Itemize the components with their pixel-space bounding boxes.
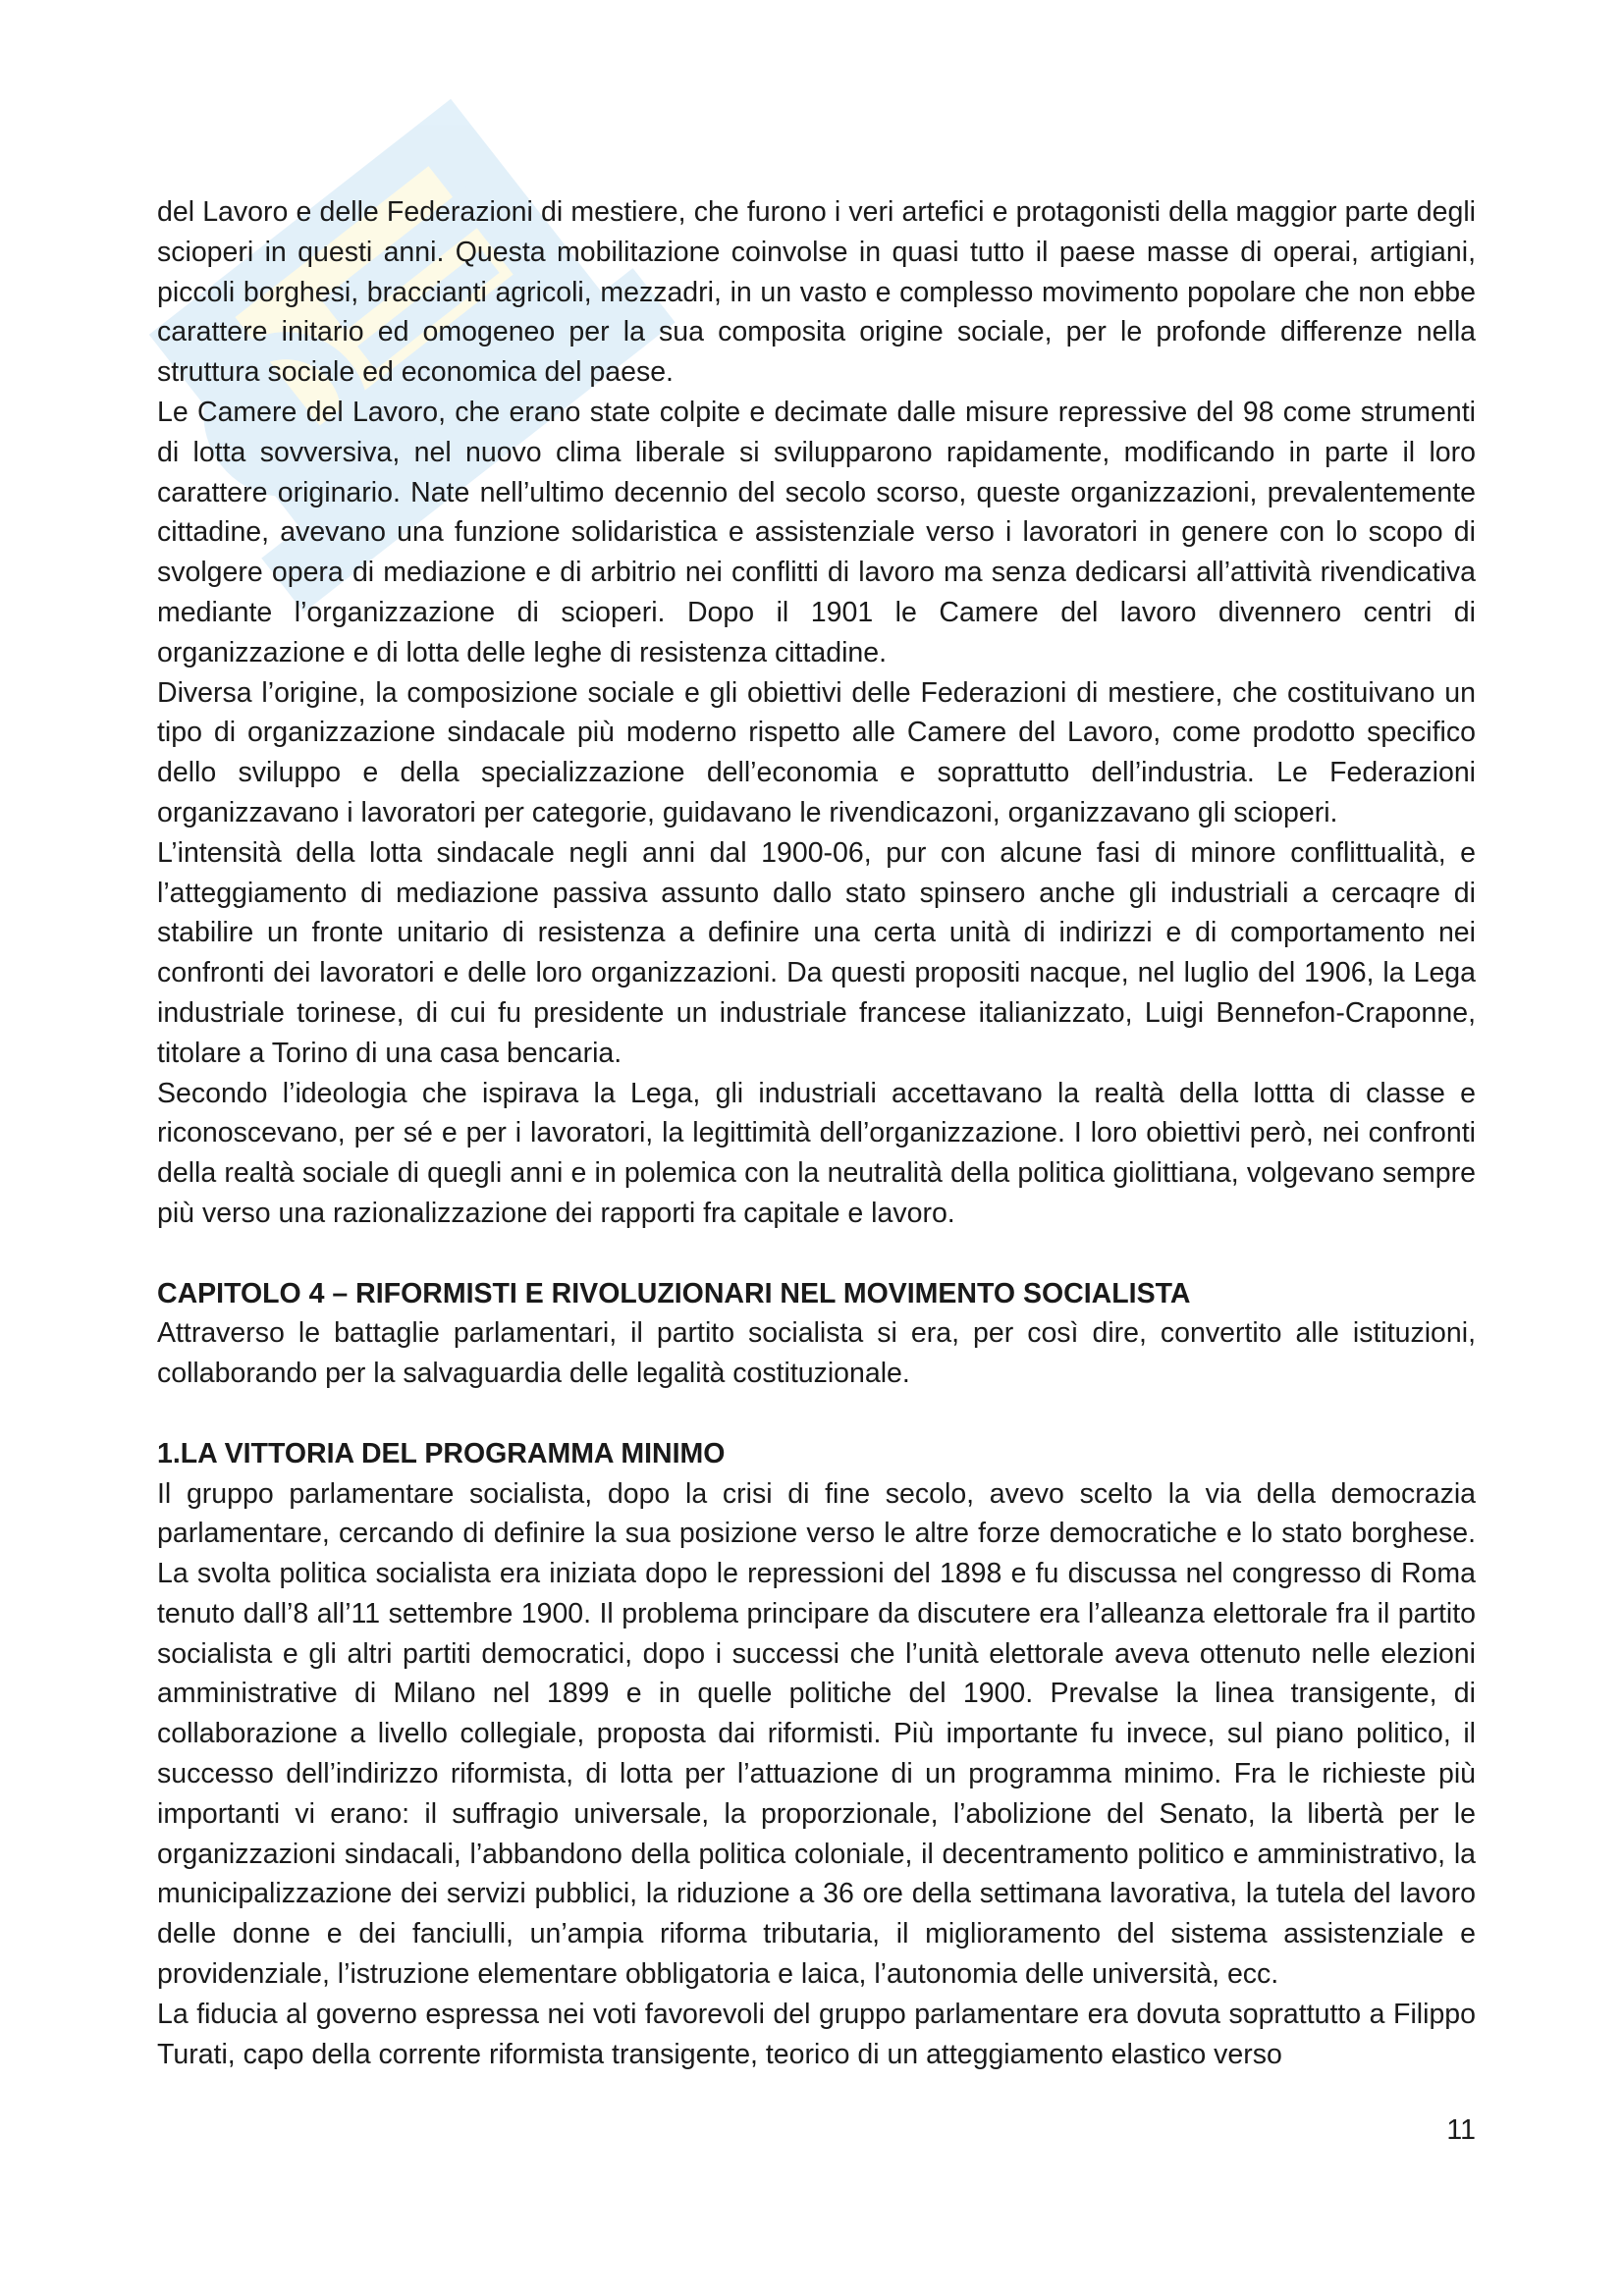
paragraph-ideologia-lega: Secondo l’ideologia che ispirava la Lega, gli industriali accettavano la realtà della lottta di classe e riconoscevano, per sé e per i lavoratori, la legittimità dell’organizzazione. I loro obiettivi però, nei confronti della realtà sociale di quegli anni e in polemica con la neutralità della politica giolittiana, volgevano sempre più verso una razionalizzazione dei rapporti fra capitale e lavoro. [157, 1077, 1476, 1229]
paragraph-lega-industriale: L’intensità della lotta sindacale negli anni dal 1900-06, pur con alcune fasi di minore conflittualità, e l’atteggiamento di mediazione passiva assunto dallo stato spinsero anche gli industriali a cercaqre di stabilire un fronte unitario di resistenza a definire una certa unità di indirizzi e di comportamento nei confronti dei lavoratori e delle loro organizzazioni. Da questi propositi nacque, nel luglio del 1906, la Lega industriale torinese, di cui fu presidente un industriale francese italianizzato, Luigi Bennefon-Craponne, titolare a Torino di una casa bencaria. [157, 836, 1476, 1069]
chapter-heading: CAPITOLO 4 – RIFORMISTI E RIVOLUZIONARI NEL MOVIMENTO SOCIALISTA [157, 1277, 1191, 1309]
page-number: 11 [1446, 2114, 1476, 2146]
chapter-intro-paragraph: Attraverso le battaglie parlamentari, il partito socialista si era, per così dire, convertito alle istituzioni, collaborando per la salvaguardia delle legalità costituzionale. [157, 1317, 1476, 1390]
document-page [157, 192, 1476, 2074]
section-heading: 1.LA VITTORIA DEL PROGRAMMA MINIMO [157, 1437, 726, 1469]
spacer [157, 1394, 1476, 1434]
paragraph-federazioni-intro: del Lavoro e delle Federazioni di mestiere, che furono i veri artefici e protagonisti della maggior parte degli scioperi in questi anni. Questa mobilitazione coinvolse in quasi tutto il paese masse di operai, artigiani, piccoli borghesi, braccianti agricoli, mezzadri, in un vasto e complesso movimento popolare che non ebbe carattere initario ed omogeneo per la sua composita origine sociale, per le profonde differenze nella struttura sociale ed economica del paese. [157, 196, 1476, 389]
spacer [157, 1234, 1476, 1274]
paragraph-federazioni-mestiere: Diversa l’origine, la composizione sociale e gli obiettivi delle Federazioni di mestiere, che costituivano un tipo di organizzazione sindacale più moderno rispetto alle Camere del Lavoro, come prodotto specifico dello sviluppo e della specializzazione dell’economia e soprattutto dell’industria. Le Federazioni organizzavano i lavoratori per categorie, guidavano le rivendicazoni, organizzavano gli scioperi. [157, 676, 1476, 828]
paragraph-gruppo-parlamentare: Il gruppo parlamentare socialista, dopo la crisi di fine secolo, avevo scelto la via della democrazia parlamentare, cercando di definire la sua posizione verso le altre forze democratiche e lo stato borghese. La svolta politica socialista era iniziata dopo le repressioni del 1898 e fu discussa nel congresso di Roma tenuto dall’8 all’11 settembre 1900. Il problema principare da discutere era l’alleanza elettorale fra il partito socialista e gli altri partiti democratici, dopo i successi che l’unità elettorale aveva ottenuto nelle elezioni amministrative di Milano nel 1899 e in quelle politiche del 1900. Prevalse la linea transigente, di collaborazione a livello collegiale, proposta dai riformisti. Più importante fu invece, sul piano politico, il successo dell’indirizzo riformista, di lotta per l’attuazione di un programma minimo. Fra le richieste più importanti vi erano: il suffragio universale, la proporzionale, l’abolizione del Senato, la libertà per le organizzazioni sindacali, l’abbandono della politica coloniale, il decentramento politico e amministrativo, la municipalizzazione dei servizi pubblici, la riduzione a 36 ore della settimana lavorativa, la tutela del lavoro delle donne e dei fanciulli, un’ampia riforma tributaria, il miglioramento del sistema assistenziale e providenziale, l’istruzione elementare obbligatoria e laica, l’autonomia delle università, ecc. [157, 1477, 1476, 1991]
paragraph-fiducia-governo: La fiducia al governo espressa nei voti favorevoli del gruppo parlamentare era dovuta soprattutto a Filippo Turati, capo della corrente riformista transigente, teorico di un atteggiamento elastico verso [157, 1998, 1476, 2070]
paragraph-camere-del-lavoro: Le Camere del Lavoro, che erano state colpite e decimate dalle misure repressive del 98 come strumenti di lotta sovversiva, nel nuovo clima liberale si svilupparono rapidamente, modificando in parte il loro carattere originario. Nate nell’ultimo decennio del secolo scorso, queste organizzazioni, prevalentemente cittadine, avevano una funzione solidaristica e assistenziale verso i lavoratori in genere con lo scopo di svolgere opera di mediazione e di arbitrio nei conflitti di lavoro ma senza dedicarsi all’attività rivendicativa mediante l’organizzazione di scioperi. Dopo il 1901 le Camere del lavoro divennero centri di organizzazione e di lotta delle leghe di resistenza cittadine. [157, 396, 1476, 668]
